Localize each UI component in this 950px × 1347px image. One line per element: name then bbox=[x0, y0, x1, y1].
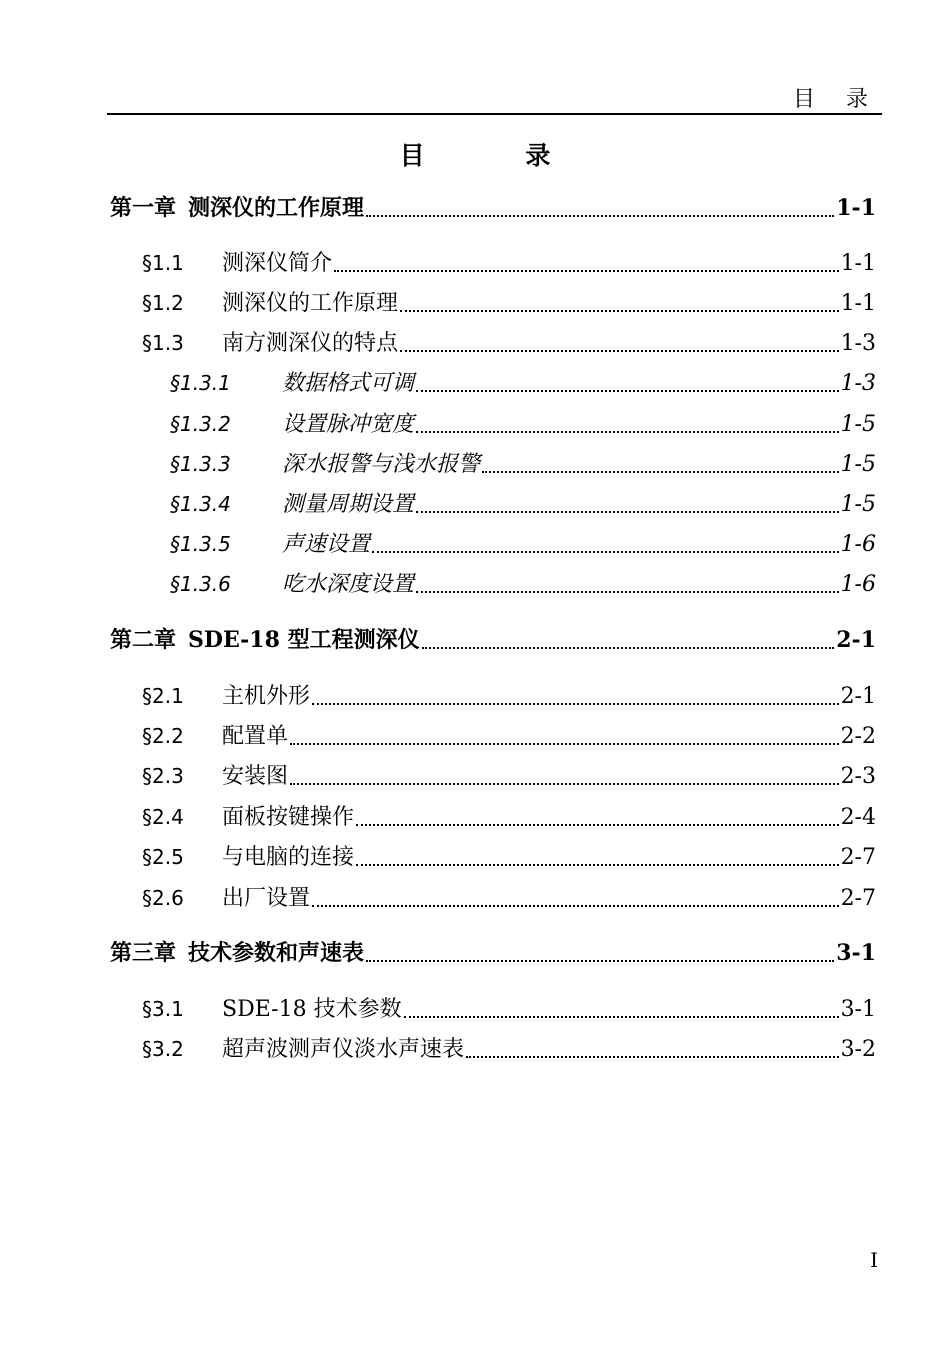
toc-subsection-1-3-2[interactable] bbox=[170, 408, 876, 440]
section-title: 南方测深仪的特点 bbox=[222, 331, 399, 356]
dot-leader bbox=[400, 350, 839, 352]
dot-leader bbox=[356, 824, 839, 826]
section-title: 面板按键操作 bbox=[222, 805, 355, 830]
page-ref: 1-6 bbox=[840, 572, 876, 597]
toc-chapter-3[interactable] bbox=[110, 937, 876, 969]
chapter-number: 第一章 bbox=[110, 195, 177, 221]
toc-section-2-5[interactable] bbox=[142, 841, 876, 873]
page-ref: 3-1 bbox=[840, 997, 876, 1022]
dot-leader bbox=[404, 1016, 839, 1018]
page-ref: 2-7 bbox=[840, 845, 876, 870]
chapter-number: 第二章 bbox=[110, 627, 177, 653]
subsection-title: 深水报警与浅水报警 bbox=[282, 452, 481, 477]
toc-section-2-2[interactable] bbox=[142, 720, 876, 752]
toc-subsection-1-3-3[interactable] bbox=[170, 448, 876, 480]
dot-leader bbox=[372, 551, 839, 553]
page-ref: 3-1 bbox=[836, 940, 876, 966]
page-ref: 2-2 bbox=[840, 724, 876, 749]
page-ref: 2-1 bbox=[840, 684, 876, 709]
section-title: 主机外形 bbox=[222, 684, 311, 709]
section-number: §3.2 bbox=[142, 1037, 184, 1061]
page-ref: 1-5 bbox=[840, 412, 876, 437]
dot-leader bbox=[416, 591, 839, 593]
page-ref: 2-1 bbox=[836, 627, 876, 653]
toc-subsection-1-3-4[interactable] bbox=[170, 488, 876, 520]
page-number: I bbox=[870, 1248, 878, 1272]
page-ref: 1-1 bbox=[836, 195, 876, 221]
section-number: §2.1 bbox=[142, 684, 184, 708]
subsection-number: §1.3.3 bbox=[170, 452, 231, 476]
section-number: §1.2 bbox=[142, 291, 184, 315]
dot-leader bbox=[416, 390, 839, 392]
section-title: 出厂设置 bbox=[222, 886, 311, 911]
section-number: §2.5 bbox=[142, 845, 184, 869]
page-ref: 1-3 bbox=[840, 371, 876, 396]
header-rule bbox=[107, 113, 882, 115]
subsection-title: 吃水深度设置 bbox=[282, 572, 415, 597]
section-number: §2.4 bbox=[142, 805, 184, 829]
subsection-number: §1.3.5 bbox=[170, 532, 231, 556]
subsection-title: 设置脉冲宽度 bbox=[282, 412, 415, 437]
dot-leader bbox=[400, 310, 839, 312]
dot-leader bbox=[466, 1056, 839, 1058]
dot-leader bbox=[290, 783, 839, 785]
section-title: 超声波测声仪淡水声速表 bbox=[222, 1037, 465, 1062]
section-number: §3.1 bbox=[142, 997, 184, 1021]
subsection-title: 数据格式可调 bbox=[282, 371, 415, 396]
dot-leader bbox=[312, 703, 839, 705]
chapter-title: 技术参数和声速表 bbox=[188, 940, 365, 966]
section-number: §1.3 bbox=[142, 331, 184, 355]
dot-leader bbox=[366, 960, 834, 962]
dot-leader bbox=[416, 511, 839, 513]
page-ref: 1-3 bbox=[840, 331, 876, 356]
subsection-title: 测量周期设置 bbox=[282, 492, 415, 517]
toc-section-1-1[interactable] bbox=[142, 247, 876, 279]
page-ref: 1-1 bbox=[840, 291, 876, 316]
section-number: §1.1 bbox=[142, 251, 184, 275]
toc-section-3-1[interactable] bbox=[142, 993, 876, 1025]
toc-section-1-2[interactable] bbox=[142, 287, 876, 319]
section-title: 测深仪的工作原理 bbox=[222, 291, 399, 316]
chapter-title: 测深仪的工作原理 bbox=[188, 195, 365, 221]
section-number: §2.6 bbox=[142, 886, 184, 910]
dot-leader bbox=[290, 743, 839, 745]
section-title: 与电脑的连接 bbox=[222, 845, 355, 870]
page-ref: 1-6 bbox=[840, 532, 876, 557]
section-title: 测深仪简介 bbox=[222, 251, 333, 276]
toc-subsection-1-3-6[interactable] bbox=[170, 568, 876, 600]
toc-section-2-1[interactable] bbox=[142, 680, 876, 712]
page-ref: 2-7 bbox=[840, 886, 876, 911]
page-ref: 2-3 bbox=[840, 764, 876, 789]
page-ref: 3-2 bbox=[840, 1037, 876, 1062]
toc-title: 目 录 bbox=[399, 141, 597, 170]
subsection-number: §1.3.4 bbox=[170, 492, 231, 516]
toc-subsection-1-3-1[interactable] bbox=[170, 367, 876, 399]
dot-leader bbox=[334, 270, 839, 272]
section-number: §2.3 bbox=[142, 764, 184, 788]
page-ref: 1-1 bbox=[840, 251, 876, 276]
toc-section-2-6[interactable] bbox=[142, 882, 876, 914]
section-number: §2.2 bbox=[142, 724, 184, 748]
dot-leader bbox=[312, 905, 839, 907]
dot-leader bbox=[416, 431, 839, 433]
subsection-number: §1.3.6 bbox=[170, 572, 231, 596]
section-title: SDE-18 技术参数 bbox=[222, 997, 402, 1022]
page-ref: 2-4 bbox=[840, 805, 876, 830]
chapter-title: SDE-18 型工程测深仪 bbox=[188, 627, 420, 653]
subsection-title: 声速设置 bbox=[282, 532, 371, 557]
toc-section-2-3[interactable] bbox=[142, 760, 876, 792]
subsection-number: §1.3.1 bbox=[170, 371, 231, 395]
chapter-number: 第三章 bbox=[110, 940, 177, 966]
dot-leader bbox=[356, 864, 839, 866]
section-title: 配置单 bbox=[222, 724, 289, 749]
toc-section-1-3[interactable] bbox=[142, 327, 876, 359]
toc-chapter-1[interactable] bbox=[110, 192, 876, 224]
toc-section-3-2[interactable] bbox=[142, 1033, 876, 1065]
dot-leader bbox=[482, 471, 839, 473]
section-title: 安装图 bbox=[222, 764, 289, 789]
toc-chapter-2[interactable] bbox=[110, 624, 876, 656]
running-header: 目 录 bbox=[793, 87, 880, 112]
subsection-number: §1.3.2 bbox=[170, 412, 231, 436]
dot-leader bbox=[422, 647, 835, 649]
dot-leader bbox=[366, 215, 834, 217]
toc-section-2-4[interactable] bbox=[142, 801, 876, 833]
page-ref: 1-5 bbox=[840, 492, 876, 517]
toc-subsection-1-3-5[interactable] bbox=[170, 528, 876, 560]
page-ref: 1-5 bbox=[840, 452, 876, 477]
